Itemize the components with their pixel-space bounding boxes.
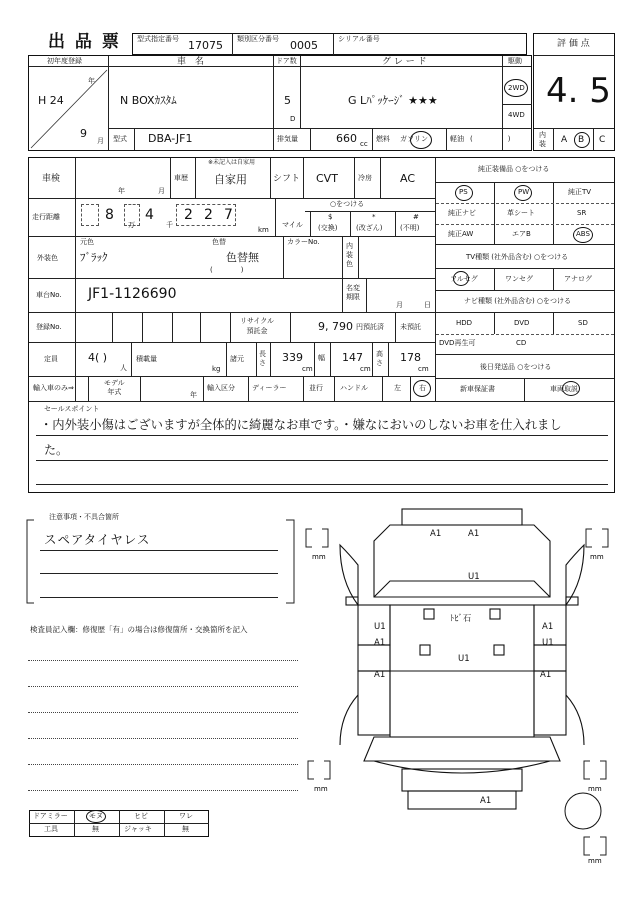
table-ware: ワレ — [179, 812, 193, 820]
interior-grade-label: 内 装 — [539, 131, 546, 148]
fuel-gas-circle — [410, 131, 432, 149]
car-damage-diagram — [300, 505, 620, 865]
model-no-label: 型式指定番号 — [137, 35, 179, 43]
equip-pw-circle — [514, 185, 532, 201]
load-unit: kg — [212, 365, 221, 373]
type-value: DBA-JF1 — [148, 132, 193, 145]
equip-ps-circle — [455, 185, 473, 201]
first-reg-month-unit: 月 — [97, 137, 104, 145]
equip-ps: PS — [459, 188, 468, 196]
table-tool: 工具 — [44, 825, 58, 833]
navi-dvd: DVD — [514, 319, 530, 327]
import-label: 輸入車のみ⇒ — [33, 384, 74, 392]
recycle-unpaid: 未預託 — [400, 323, 421, 331]
capacity-unit: 人 — [120, 364, 127, 372]
equip-tv: 純正TV — [568, 188, 592, 196]
wid-label: 幅 — [318, 354, 325, 362]
mark-roof-u1: U1 — [458, 654, 470, 664]
mark-right-front-door-a1: A1 — [542, 622, 554, 632]
score-label: 評 価 点 — [557, 39, 590, 49]
dvd-label: DVD再生可 — [439, 339, 476, 347]
model-no-value: 17075 — [188, 39, 223, 52]
mark-left-rear-a1: A1 — [374, 670, 386, 680]
capacity-label: 定員 — [44, 355, 58, 363]
mileage-label: 走行距離 — [32, 213, 60, 221]
color-paren: ( ) — [210, 266, 244, 274]
ac-label: 冷房 — [358, 174, 372, 182]
mark-hood-a1-left: A1 — [430, 529, 442, 539]
mark-right-rear-a1: A1 — [540, 670, 552, 680]
mm-label-5: mm — [588, 857, 602, 865]
drive-label: 駆動 — [508, 57, 522, 65]
history-label: 車歴 — [174, 174, 188, 182]
mm-label-1: mm — [312, 553, 326, 561]
drive-2wd: 2WD — [508, 84, 525, 92]
navi-title: ナビ種類 (社外品含む) ○をつける — [464, 297, 572, 305]
displacement-value: 660 — [336, 132, 357, 145]
grade-value: G Lﾊﾟｯｹｰｼﾞ ★★★ — [348, 94, 438, 107]
equip-sr: SR — [577, 209, 587, 217]
first-reg-month: 9 — [80, 127, 87, 140]
sales-line-1: ・内外装小傷はございますが全体的に綺麗なお車です。・嫌なにおいのしないお車を仕入れまし — [40, 418, 562, 432]
tv-title: TV種類 (社外品含む) ○をつける — [466, 253, 569, 261]
inspection-label: 車検 — [42, 174, 61, 184]
mileage-star: * — [372, 213, 376, 221]
mark-hood-u1: U1 — [468, 572, 480, 582]
car-name-label: 車 名 — [177, 57, 207, 67]
chassis-label: 車台No. — [36, 291, 62, 299]
equip-airbag: エアB — [512, 230, 531, 238]
shift-label: シフト — [273, 174, 301, 184]
sales-label: セールスポイント — [44, 405, 100, 413]
doors-sub: D — [290, 115, 296, 123]
name-change-day: 日 — [424, 301, 431, 309]
import-dealer: ディーラー — [252, 384, 287, 392]
mark-right-front-door-u1: U1 — [542, 638, 554, 648]
import-right-circle — [413, 380, 431, 397]
tv-analog: アナログ — [564, 275, 592, 283]
later-title: 後日発送品 ○をつける — [480, 363, 552, 371]
import-left: 左 — [394, 384, 401, 392]
mileage-circle-note: ○をつける — [330, 200, 365, 208]
mark-windshield-chip: ﾄﾋﾞ石 — [450, 614, 472, 624]
mileage-modified: (改ざん) — [356, 224, 383, 232]
mm-label-2: mm — [590, 553, 604, 561]
history-value: 自家用 — [214, 173, 247, 186]
mm-label-4: mm — [588, 785, 602, 793]
chassis-value: JF1-1126690 — [88, 286, 177, 302]
class-no-label: 類別区分番号 — [237, 35, 279, 43]
table-mote-circle — [86, 810, 106, 823]
score-value: 4. 5 — [546, 71, 611, 111]
hgt-label: 高 さ — [376, 350, 383, 367]
import-parallel: 並行 — [309, 384, 323, 392]
interior-color-label: 内 装 色 — [346, 242, 353, 268]
equip-leather: 革シート — [507, 209, 535, 217]
later-manual: 車両取説 — [550, 385, 578, 393]
mm-label-3: mm — [314, 785, 328, 793]
fuel-gasoline: ガソリン — [400, 135, 428, 143]
notes-bracket — [24, 513, 298, 608]
ac-value: AC — [400, 172, 416, 185]
mileage-digit-1: 8 — [105, 207, 114, 223]
inspector-label: 検査員記入欄：修復歴「有」の場合は修復箇所・交換箇所を記入 — [30, 625, 248, 634]
table-mote: モヌ — [89, 812, 103, 820]
drive-4wd: 4WD — [508, 111, 525, 119]
color-orig-value: ﾌﾞﾗｯｸ — [80, 251, 108, 264]
fuel-paren: ( ) — [470, 135, 511, 143]
fuel-label: 燃料 — [376, 135, 390, 143]
import-class: 輸入区分 — [207, 384, 235, 392]
mileage-digit-2: 4 — [145, 207, 154, 223]
sheet-title: 出 品 票 — [48, 32, 121, 52]
color-repaint-value: 色替無 — [226, 251, 259, 264]
first-reg-year-unit: 年 — [88, 77, 95, 85]
equip-title: 純正装備品 ○をつける — [478, 165, 550, 173]
inspection-year: 年 — [118, 187, 125, 195]
mark-rear-bumper-a1: A1 — [480, 796, 492, 806]
mark-left-front-door-a1: A1 — [374, 638, 386, 648]
len-label: 長 さ — [259, 350, 266, 367]
shift-value: CVT — [316, 172, 338, 185]
equip-abs-circle — [573, 227, 593, 243]
table-jack: ジャッキ — [124, 825, 152, 833]
tv-oneseg: ワンセグ — [505, 275, 533, 283]
later-manual-circle — [562, 381, 580, 396]
import-right: 右 — [419, 384, 426, 392]
class-no-value: 0005 — [290, 39, 318, 52]
mileage-digit-3: 2 — [184, 207, 193, 223]
mileage-unknown: (不明) — [400, 224, 420, 232]
name-change-month: 月 — [396, 301, 403, 309]
navi-hdd: HDD — [456, 319, 473, 327]
import-model-year: モデル 年式 — [104, 379, 125, 396]
later-warranty: 新車保証書 — [460, 385, 495, 393]
color-repaint-label: 色替 — [212, 238, 226, 246]
notes-label: 注意事項・不具合箇所 — [49, 513, 119, 521]
equip-pw: PW — [518, 188, 530, 196]
equip-navi: 純正ナビ — [448, 209, 476, 217]
car-name-value: N BOXｶｽﾀﾑ — [120, 94, 177, 107]
front-bumper-outline — [402, 509, 522, 525]
dvd-value: CD — [516, 339, 527, 347]
mileage-unit-1: 万 — [128, 221, 135, 229]
mileage-digit-4: 2 — [204, 207, 213, 223]
table-none-1: 無 — [92, 825, 99, 833]
equip-aw: 純正AW — [448, 230, 474, 238]
len-unit: cm — [302, 365, 313, 373]
table-none-2: 無 — [182, 825, 189, 833]
load-label: 積載量 — [136, 355, 157, 363]
mileage-hash: # — [413, 213, 419, 221]
type-label: 型式 — [113, 135, 127, 143]
tv-fullseg: フルセグ — [450, 275, 478, 283]
table-mirror: ドアミラー — [33, 812, 68, 820]
first-reg-era: H 24 — [38, 94, 64, 107]
displacement-unit: cc — [360, 140, 368, 148]
fuel-diesel: 軽油 — [450, 135, 464, 143]
import-handle: ハンドル — [340, 384, 368, 392]
recycle-label: リサイクル 預託金 — [240, 317, 275, 335]
serial-label: シリアル番号 — [338, 35, 380, 43]
notes-text: スペアタイヤレス — [44, 532, 151, 547]
interior-grade-b: B — [578, 135, 585, 145]
sales-line-2: た。 — [44, 443, 69, 457]
equip-abs: ABS — [576, 230, 590, 238]
mileage-exchange: (交換) — [318, 224, 338, 232]
dims-label: 諸元 — [230, 355, 244, 363]
mileage-mile: マイル — [282, 221, 303, 229]
reg-no-label: 登録No. — [36, 323, 62, 331]
capacity-value: 4( ) — [88, 351, 108, 364]
wid-value: 147 — [342, 351, 363, 364]
history-note: ※未記入は自家用 — [208, 159, 256, 166]
color-orig-label: 元色 — [80, 238, 94, 246]
interior-grade-a: A — [561, 135, 568, 145]
navi-sd: SD — [578, 319, 588, 327]
mileage-dollar: $ — [328, 213, 333, 221]
mark-hood-a1-right: A1 — [468, 529, 480, 539]
rear-bumper-outline — [408, 791, 516, 809]
doors-value: 5 — [284, 94, 291, 107]
doors-label: ドア数 — [276, 57, 297, 65]
name-change-label: 名変 期限 — [346, 284, 360, 301]
len-value: 339 — [282, 351, 303, 364]
displacement-label: 排気量 — [277, 135, 298, 143]
interior-grade-c: C — [599, 135, 606, 145]
color-label: 外装色 — [37, 254, 58, 262]
grade-label: グ レ ー ド — [382, 57, 427, 67]
recycle-unit: 円預託済 — [356, 323, 384, 331]
wid-unit: cm — [360, 365, 371, 373]
tv-fullseg-circle — [453, 271, 469, 286]
mileage-unit-km: km — [258, 226, 269, 234]
mileage-unit-2: 千 — [166, 221, 173, 229]
mileage-digit-5: 7 — [224, 207, 233, 223]
first-reg-label: 初年度登録 — [47, 57, 82, 65]
hgt-unit: cm — [418, 365, 429, 373]
inspection-month: 月 — [158, 187, 165, 195]
recycle-value: 9, 790 — [318, 320, 353, 333]
import-year-unit: 年 — [190, 391, 197, 399]
color-no-label: カラーNo. — [287, 238, 320, 246]
hgt-value: 178 — [400, 351, 421, 364]
mark-left-front-door-u1: U1 — [374, 622, 386, 632]
table-hibi: ヒビ — [134, 812, 148, 820]
